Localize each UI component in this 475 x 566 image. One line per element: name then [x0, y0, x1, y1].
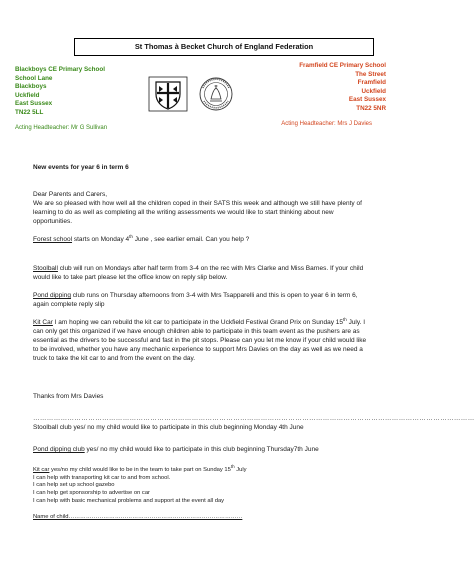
reply-pond-link: Pond dipping club	[33, 446, 85, 453]
signoff: Thanks from Mrs Davies	[33, 393, 104, 400]
name-of-child-line: Name of child………………………………………………………………………………	[33, 513, 243, 520]
acting-head-blackboys: Acting Headteacher: Mr G Sullivan	[15, 125, 108, 131]
address-line: East Sussex	[348, 96, 386, 104]
address-line: Uckfield	[361, 87, 386, 95]
salutation: Dear Parents and Carers,	[33, 191, 108, 198]
address-line: TN22 5LL	[15, 108, 44, 116]
pond-dipping-link: Pond dipping	[33, 292, 71, 299]
federation-title-box	[74, 38, 374, 56]
address-line: The Street	[355, 70, 386, 78]
letter-body	[33, 163, 475, 521]
cut-line: …………………………………………………………………………………………………………………………………………………………………………	[33, 415, 475, 422]
reply-option: I can help get sponsorship to advertise on car	[33, 490, 150, 497]
acting-head-framfield: Acting Headteacher: Mrs J Davies	[281, 121, 372, 127]
blackboys-crest-icon	[148, 76, 188, 117]
address-line: Framfield	[357, 79, 386, 87]
address-line: School Lane	[15, 74, 53, 82]
federation-title: St Thomas à Becket Church of England Federation	[134, 42, 314, 51]
address-line: Blackboys CE Primary School	[15, 66, 105, 73]
framfield-seal-icon	[197, 76, 235, 117]
letter-heading: New events for year 6 in term 6	[33, 164, 129, 171]
reply-kit-car-line: Kit car yes/no my child would like to be in the team to take part on Sunday 15th July	[33, 464, 247, 473]
address-line: Framfield CE Primary School	[299, 62, 386, 69]
address-line: TN22 5NR	[356, 104, 386, 112]
forest-school-paragraph: Forest school starts on Monday 4th June , see earlier email. Can you help ?	[33, 233, 250, 243]
stoolball-paragraph: Stoolball club will run on Mondays after half term from 3-4 on the rec with Mrs Clarke and Miss Barnes. If your child would like to take part please let the office know on reply slip below.	[33, 265, 364, 281]
pond-dipping-paragraph: Pond dipping club runs on Thursday afternoons from 3-4 with Mrs Tsapparelli and this is open to year 6 in term 6, again complete reply slip	[33, 292, 358, 308]
reply-option: I can help set up school gazebo	[33, 482, 115, 489]
forest-school-link: Forest school	[33, 236, 73, 243]
reply-option: I can help with transporting kit car to and from school.	[33, 474, 171, 481]
address-line: East Sussex	[15, 100, 53, 108]
framfield-school-address	[299, 62, 386, 114]
reply-stoolball-line: Stoolball club yes/ no my child would like to participate in this club beginning Monday 4th June	[33, 424, 304, 431]
address-line: Uckfield	[15, 91, 40, 99]
reply-kit-car-block	[33, 464, 373, 521]
reply-kit-car-link: Kit car	[33, 467, 50, 473]
blackboys-school-address	[15, 66, 105, 118]
kit-car-link: Kit Car	[33, 319, 53, 326]
kit-car-paragraph: Kit Car I am hoping we can rebuild the kit car to participate in the Uckfield Festival Grand Prix on Sunday 15th July. I can only get this organized if we have enough children able to participate in this team event as the pushers are as essential as the drivers to be successful and fast in the pit stops. Please can you let me know if your child would like to be involved, whether you have any mechanic experience to support Mrs Davies on the day as well as we need a truck to take the kit car to and from the event on the day.	[33, 316, 367, 362]
address-line: Blackboys	[15, 83, 47, 91]
reply-pond-line: Pond dipping club yes/ no my child would like to participate in this club beginning Thursday7th June	[33, 446, 319, 453]
intro-paragraph: We are so pleased with how well all the children coped in their SATS this week and although we still have plenty of learning to do as well as completing all the writing assessments we would like to start thinking about new opportunities.	[33, 200, 362, 225]
name-of-child-label: Name of child	[33, 513, 69, 520]
stoolball-link: Stoolball	[33, 265, 58, 272]
reply-option: I can help with basic mechanical problems and support at the event all day	[33, 497, 225, 504]
